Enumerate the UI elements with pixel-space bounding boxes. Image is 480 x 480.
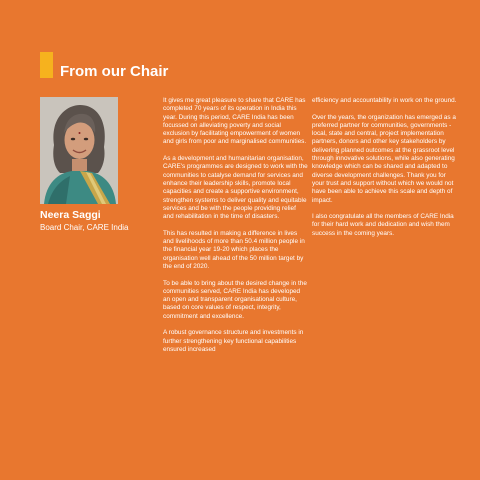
- heading-accent-bar: [40, 52, 53, 78]
- paragraph: As a development and humanitarian organisation, CARE's programmes are designed to work with the communities to catalyse demand for services and enhance their leadership skills, promote local capacities and create a supportive environment, strengthen systems to deliver quality and equitable services and be with the people providing relief and rehabilitation in the time of disasters.: [163, 155, 308, 221]
- portrait-photo: [40, 97, 118, 204]
- paragraph: efficiency and accountability in work on the ground.: [312, 97, 457, 104]
- paragraph: I also congratulate all the members of CARE India for their hard work and dedication and wish them success in the coming years.: [312, 213, 454, 237]
- person-role: Board Chair, CARE India: [40, 223, 129, 232]
- paragraph: A robust governance structure and investments in further strengthening key functional capabilities ensured increased: [163, 329, 304, 353]
- page-title: From our Chair: [60, 63, 169, 80]
- person-name: Neera Saggi: [40, 209, 101, 221]
- paragraph: It gives me great pleasure to share that CARE has completed 70 years of its operation in India this year. During this period, CARE India has been focussed on alleviating poverty and social exclusion by facilitating empowerment of women and girls from poor and marginalised communities.: [163, 97, 307, 146]
- paragraph: To be able to bring about the desired change in the communities served, CARE India has developed an open and transparent organisational culture, based on core values of respect, integrity, commitment and excellence.: [163, 279, 307, 320]
- paragraph: This has resulted in making a difference in lives and livelihoods of more than 50.4 million people in the financial year 19-20 which places the organisation well ahead of the 50 million target by the end of 2020.: [163, 229, 305, 270]
- letter-column-2: [312, 97, 457, 246]
- paragraph: Over the years, the organization has emerged as a preferred partner for communities, governments -local, state and central, project implementation partners, donors and other key stakeholders by delivering planned outcomes at the grassroot level through innovative solutions, while also generating knowledge which can be shared and adapted to diverse development challenges. Thank you for your trust and support without which we would not have been able to achieve this scale and depth of impact.: [312, 113, 456, 204]
- letter-column-1: [163, 97, 308, 363]
